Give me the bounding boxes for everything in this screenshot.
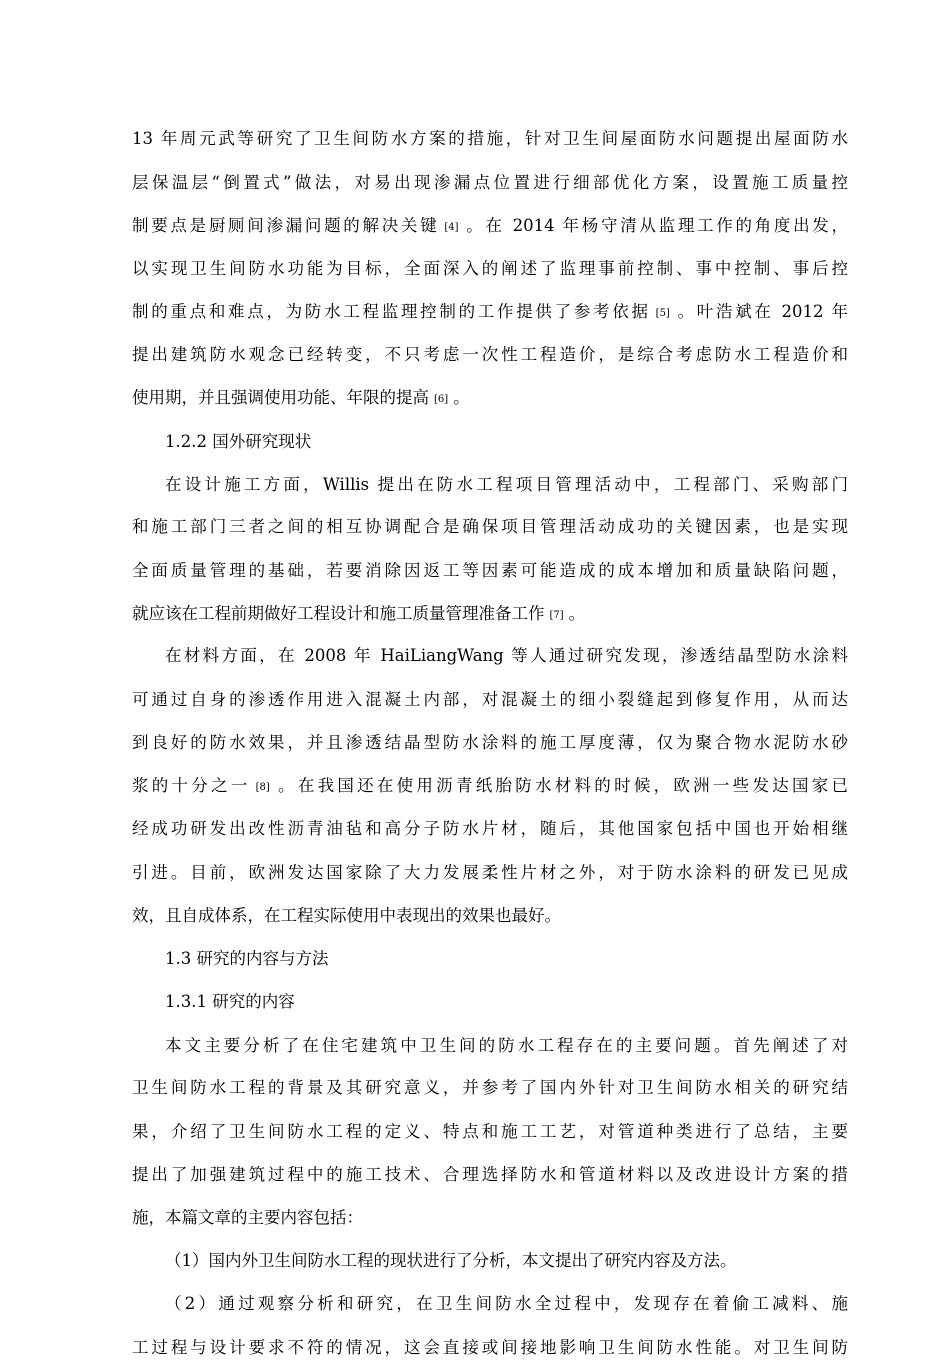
paragraph-line: 引进。目前，欧洲发达国家除了大力发展柔性片材之外，对于防水涂料的研发已见成 <box>132 863 848 882</box>
paragraph-line: 提出建筑防水观念已经转变，不只考虑一次性工程造价，是综合考虑防水工程造价和 <box>132 345 848 364</box>
paragraph-line: （1）国内外卫生间防水工程的现状进行了分析，本文提出了研究内容及方法。 <box>165 1251 737 1270</box>
section-heading: 1.3 研究的内容与方法 <box>165 949 329 968</box>
line-text: 就应该在工程前期做好工程设计和施工质量管理准备工作 <box>132 604 545 623</box>
paragraph-line <box>132 378 470 418</box>
line-text: 浆的十分之一 <box>132 776 251 795</box>
paragraph-line <box>132 594 585 634</box>
paragraph-line: 施，本篇文章的主要内容包括： <box>132 1208 363 1227</box>
paragraph-line: 在设计施工方面，Willis 提出在防水工程项目管理活动中，工程部门、采购部门 <box>165 475 848 494</box>
section-heading: 1.3.1 研究的内容 <box>165 992 295 1011</box>
line-text: 使用期，并且强调使用功能、年限的提高 <box>132 388 429 407</box>
line-text: 。 <box>568 604 586 623</box>
line-text: 。叶浩斌在 2012 年 <box>674 302 849 321</box>
paragraph-line <box>132 206 848 246</box>
paragraph-line: 提出了加强建筑过程中的施工技术、合理选择防水和管道材料以及改进设计方案的措 <box>132 1165 848 1184</box>
paragraph-line: 在材料方面，在 2008 年 HaiLiangWang 等人通过研究发现，渗透结晶型防水涂料 <box>165 646 848 665</box>
citation-marker: [7] <box>549 610 564 621</box>
citation-marker: [8] <box>255 782 270 793</box>
line-text: 。在 2014 年杨守清从监理工作的角度出发， <box>463 216 848 235</box>
paragraph-line: （2）通过观察分析和研究，在卫生间防水全过程中，发现存在着偷工减料、施 <box>165 1294 848 1313</box>
paragraph-line <box>132 292 848 332</box>
line-text: 。在我国还在使用沥青纸胎防水材料的时候，欧洲一些发达国家已 <box>274 776 849 795</box>
paragraph-line: 以实现卫生间防水功能为目标，全面深入的阐述了监理事前控制、事中控制、事后控 <box>132 259 848 278</box>
paragraph-line <box>132 766 848 806</box>
line-text: 制的重点和难点，为防水工程监理控制的工作提供了参考依据 <box>132 302 651 321</box>
paragraph-line: 到良好的防水效果，并且渗透结晶型防水涂料的施工厚度薄，仅为聚合物水泥防水砂 <box>132 733 848 752</box>
citation-marker: [4] <box>444 222 459 233</box>
paragraph-line: 工过程与设计要求不符的情况，这会直接或间接地影响卫生间防水性能。对卫生间防 <box>132 1338 848 1357</box>
paragraph-line: 卫生间防水工程的背景及其研究意义，并参考了国内外针对卫生间防水相关的研究结 <box>132 1078 848 1097</box>
paragraph-line: 可通过自身的渗透作用进入混凝土内部，对混凝土的细小裂缝起到修复作用，从而达 <box>132 690 848 709</box>
section-heading: 1.2.2 国外研究现状 <box>165 432 312 451</box>
paragraph-line: 效，且自成体系，在工程实际使用中表现出的效果也最好。 <box>132 906 561 925</box>
citation-marker: [6] <box>434 394 449 405</box>
paragraph-line: 本文主要分析了在住宅建筑中卫生间的防水工程存在的主要问题。首先阐述了对 <box>165 1036 848 1055</box>
citation-marker: [5] <box>655 308 670 319</box>
line-text: 。 <box>453 388 470 407</box>
paragraph-line: 13 年周元武等研究了卫生间防水方案的措施，针对卫生间屋面防水问题提出屋面防水 <box>132 129 848 148</box>
paragraph-line: 全面质量管理的基础，若要消除因返工等因素可能造成的成本增加和质量缺陷问题， <box>132 561 848 580</box>
paragraph-line: 果，介绍了卫生间防水工程的定义、特点和施工工艺，对管道种类进行了总结，主要 <box>132 1122 848 1141</box>
paragraph-line: 层保温层“倒置式”做法，对易出现渗漏点位置进行细部优化方案，设置施工质量控 <box>132 173 848 192</box>
paragraph-line: 经成功研发出改性沥青油毡和高分子防水片材，随后，其他国家包括中国也开始相继 <box>132 819 848 838</box>
line-text: 制要点是厨厕间渗漏问题的解决关键 <box>132 216 440 235</box>
paragraph-line: 和施工部门三者之间的相互协调配合是确保项目管理活动成功的关键因素，也是实现 <box>132 517 848 536</box>
